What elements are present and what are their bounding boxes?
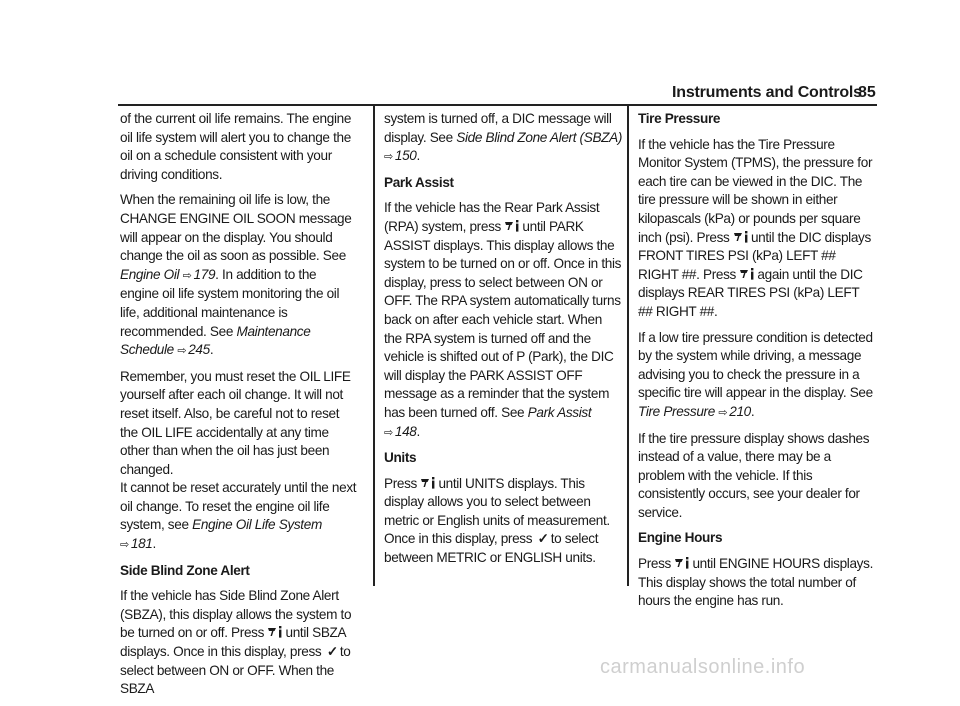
- text-span: . In addition to the engine oil life system monitoring the oil life, additional maintenance is recommended. See: [120, 266, 340, 339]
- text-span: It cannot be reset accurately until the next oil change. To reset the engine oil life system, see: [120, 480, 357, 533]
- checkmark-icon: ✓: [326, 644, 338, 660]
- heading-engine-hours: Engine Hours: [638, 530, 723, 546]
- page-ref-arrow-icon: ⇨: [177, 345, 187, 358]
- tire-pressure-paragraph-2: If a low tire pressure condition is detected by the system while driving, a message advising you to check the pressure in a specific tire will appear in the display. See Tire Pressure ⇨ 210.: [638, 329, 873, 419]
- oil-life-paragraph-1: of the current oil life remains. The engine oil life system will alert you to change the oil on a schedule consistent with your driving conditions.: [120, 111, 352, 182]
- text-span: to select between METRIC or ENGLISH units.: [384, 531, 599, 566]
- heading-units: Units: [384, 450, 417, 466]
- column-3: [638, 110, 876, 618]
- ref-side-blind-zone-alert[interactable]: Side Blind Zone Alert (SBZA): [456, 129, 623, 145]
- text-span: system is turned off, a DIC message will display. See: [384, 111, 612, 145]
- tire-pressure-paragraph-3: If the tire pressure display shows dashes instead of a value, there may be a problem with the vehicle. If this consistently occurs, see your dealer for service.: [638, 430, 870, 520]
- ref-maintenance-schedule[interactable]: Maintenance Schedule: [120, 323, 311, 358]
- watermark: carmanualsonline.info: [600, 656, 806, 678]
- column-2: [384, 110, 622, 575]
- sbza-continued-paragraph: system is turned off, a DIC message will display. See Side Blind Zone Alert (SBZA) ⇨ 150.: [384, 111, 623, 164]
- oil-life-paragraph-3: Remember, you must reset the OIL LIFE yourself after each oil change. It will not reset itself. Also, be careful not to reset the OIL LIFE accidentally at any time other than when the oil has just been changed. It cannot be reset accurately until the next oil change. To reset the engine oil life system, see Engine Oil Life System ⇨ 181.: [120, 368, 357, 552]
- page-header-title: Instruments and Controls: [672, 84, 862, 101]
- heading-side-blind-zone-alert: Side Blind Zone Alert: [120, 562, 250, 578]
- ref-page-150[interactable]: 150: [394, 148, 417, 164]
- text-span: Press: [384, 475, 421, 491]
- text-span: to select between ON or OFF. When the SBZA: [120, 644, 351, 697]
- text-span: until SBZA displays. Once in this display, press: [120, 625, 346, 660]
- vehicle-info-icon: [505, 220, 520, 232]
- ref-tire-pressure[interactable]: Tire Pressure: [638, 403, 715, 419]
- text-span: Press: [638, 556, 675, 572]
- tire-pressure-paragraph-1: [638, 136, 876, 322]
- text-span: If the vehicle has the Rear Park Assist (RPA) system, press: [384, 200, 600, 234]
- text-span: again until the DIC displays REAR TIRES PSI (kPa) LEFT ## RIGHT ##.: [638, 266, 863, 319]
- ref-page-181[interactable]: 181: [130, 536, 153, 552]
- engine-hours-paragraph: [638, 555, 876, 611]
- page-ref-arrow-icon: ⇨: [384, 151, 393, 164]
- ref-engine-oil-life-system[interactable]: Engine Oil Life System: [192, 517, 322, 533]
- column-divider-1: [373, 104, 375, 586]
- checkmark-icon: ✓: [537, 531, 549, 547]
- ref-page-210[interactable]: 210: [729, 403, 751, 419]
- text-span: If the vehicle has the Tire Pressure Monitor System (TPMS), the pressure for each tire can be viewed in the DIC. The tire pressure will be shown in either kilopascals (kPa) or pounds per square inch (psi). Press: [638, 136, 873, 245]
- ref-page-148[interactable]: 148: [394, 423, 417, 439]
- oil-life-paragraph-2: When the remaining oil life is low, the CHANGE ENGINE OIL SOON message will appear on the display. You should change the oil as soon as possible. See Engine Oil ⇨ 179. In addition to the engine oil life system monitoring the oil life, additional maintenance is recommended. See Maintenance Schedule ⇨ 245.: [120, 192, 352, 358]
- vehicle-info-icon: [268, 626, 283, 638]
- vehicle-info-icon: [421, 477, 436, 489]
- text-span: When the remaining oil life is low, the CHANGE ENGINE OIL SOON message will appear on the display. You should change the oil as soon as possible. See: [120, 192, 352, 264]
- heading-tire-pressure: Tire Pressure: [638, 111, 721, 126]
- text-span: Remember, you must reset the OIL LIFE yourself after each oil change. It will not reset itself. Also, be careful not to reset the OIL LIFE accidentally at any time other than when the oil has just been changed.: [120, 368, 351, 477]
- page-number: 85: [858, 84, 876, 101]
- vehicle-info-icon: [734, 231, 749, 243]
- vehicle-info-icon: [675, 557, 690, 569]
- ref-engine-oil[interactable]: Engine Oil: [120, 266, 180, 282]
- text-span: until UNITS displays. This display allows you to select between metric or English units of measurement. Once in this display, press: [384, 475, 610, 547]
- heading-park-assist: Park Assist: [384, 174, 454, 190]
- units-paragraph: [384, 475, 622, 568]
- vehicle-info-icon: [740, 268, 755, 280]
- ref-park-assist[interactable]: Park Assist: [527, 404, 592, 420]
- column-divider-2: [627, 104, 629, 586]
- text-span: until PARK ASSIST displays. This display allows the system to be turned on or off. Once in this display, press to select between ON or OFF. The RPA system automatically turns back on after each vehicle start. When the RPA system is turned off and the vehicle is shifted out of P (Park), the DIC will display the PARK ASSIST OFF message as a reminder that the system has been turned off. See: [384, 218, 622, 420]
- ref-page-245[interactable]: 245: [188, 342, 210, 358]
- header-rule: [118, 104, 877, 106]
- page-ref-arrow-icon: ⇨: [718, 406, 728, 419]
- text-span: until ENGINE HOURS displays. This display shows the total number of hours the engine has run.: [638, 556, 874, 609]
- text-span: until the DIC displays FRONT TIRES PSI (kPa) LEFT ## RIGHT ##. Press: [638, 229, 871, 282]
- page-ref-arrow-icon: ⇨: [120, 539, 129, 552]
- column-1: [120, 110, 358, 706]
- ref-page-179[interactable]: 179: [193, 266, 216, 282]
- text-span: If a low tire pressure condition is detected by the system while driving, a message advising you to check the pressure in a specific tire will appear in the display. See: [638, 329, 873, 401]
- page-ref-arrow-icon: ⇨: [182, 269, 192, 282]
- page-ref-arrow-icon: ⇨: [384, 426, 393, 439]
- text-span: If the vehicle has Side Blind Zone Alert (SBZA), this display allows the system to be turned on or off. Press: [120, 588, 352, 641]
- park-assist-paragraph: If the vehicle has the Rear Park Assist (RPA) system, press until PARK ASSIST displays. This display allows the system to be turned on or off. Once in this display, press to select between ON or OFF. The RPA system automatically turns back on after each vehicle start. When the RPA system is turned off and the vehicle is shifted out of P (Park), the DIC will display the PARK ASSIST OFF message as a reminder that the system has been turned off. See Park Assist ⇨ 148.: [384, 200, 622, 439]
- sbza-paragraph: [120, 587, 358, 699]
